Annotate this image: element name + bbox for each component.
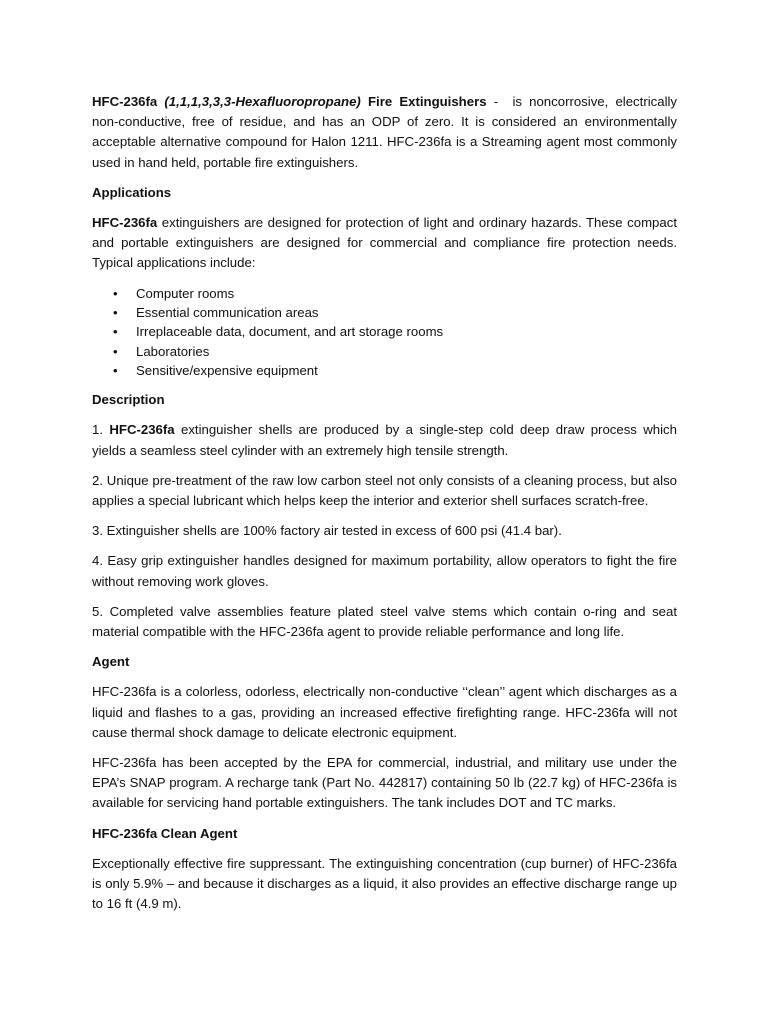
description-item-3: 3. Extinguisher shells are 100% factory air tested in excess of 600 psi (41.4 bar).: [92, 523, 562, 539]
bullet-icon: •: [113, 304, 118, 320]
document-page: [92, 92, 677, 924]
list-item: [92, 361, 677, 380]
list-item-label: Sensitive/expensive equipment: [136, 362, 318, 378]
description-item-5: 5. Completed valve assemblies feature plated steel valve stems which contain o-ring and seat material compatible with the HFC-236fa agent to provide reliable performance and long life.: [92, 603, 677, 639]
applications-text: extinguishers are designed for protection of light and ordinary hazards. These compact and portable extinguishers are designed for commercial and compliance fire protection needs. Typical applications include:: [92, 215, 677, 271]
intro-dash: -: [493, 94, 499, 109]
bullet-icon: •: [113, 324, 118, 340]
agent-paragraph-1: HFC-236fa is a colorless, odorless, electrically non-conductive ‘‘clean’’ agent which discharges as a liquid and flashes to a gas, providing an increased effective firefighting range. HFC-236fa will not cause thermal shock damage to delicate electronic equipment.: [92, 684, 677, 740]
intro-term: HFC-236fa: [92, 94, 158, 109]
intro-text: is noncorrosive, electrically non-conductive, free of residue, and has an ODP of zero. It is considered an environmentally acceptable alternative compound for Halon 1211. HFC-236fa is a Streaming agent most commonly used in hand held, portable fire extinguishers.: [92, 94, 678, 170]
description-item-1-term: HFC-236fa: [109, 422, 175, 438]
intro-compound: (1,1,1,3,3,3-Hexafluoropropane): [164, 94, 361, 109]
list-item-label: Laboratories: [136, 343, 210, 359]
clean-agent-heading: HFC-236fa Clean Agent: [92, 825, 238, 841]
description-item-4: 4. Easy grip extinguisher handles designed for maximum portability, allow operators to fight the fire without removing work gloves.: [92, 553, 677, 589]
list-item-label: Irreplaceable data, document, and art storage rooms: [136, 324, 444, 340]
clean-agent-paragraph: Exceptionally effective fire suppressant. The extinguishing concentration (cup burner) of HFC-236fa is only 5.9% – and because it discharges as a liquid, it also provides an effective discharge range up to 16 ft (4.9 m).: [92, 855, 677, 912]
description-item-2: 2. Unique pre-treatment of the raw low carbon steel not only consists of a cleaning process, but also applies a special lubricant which helps keep the interior and exterior shell surfaces scratch-free.: [92, 472, 677, 508]
list-item: [92, 342, 677, 361]
list-item-label: Essential communication areas: [136, 304, 319, 320]
agent-paragraph-2: HFC-236fa has been accepted by the EPA for commercial, industrial, and military use under the EPA’s SNAP program. A recharge tank (Part No. 442817) containing 50 lb (22.7 kg) of HFC-236fa is available for servicing hand portable extinguishers. The tank includes DOT and TC marks.: [92, 754, 677, 811]
list-item: [92, 303, 677, 322]
applications-list: [92, 284, 677, 380]
description-heading: Description: [92, 392, 165, 408]
description-item-1-text: extinguisher shells are produced by a single-step cold deep draw process which yields a seamless steel cylinder with an extremely high tensile strength.: [92, 422, 677, 458]
applications-heading: Applications: [92, 184, 172, 200]
list-item: [92, 322, 677, 341]
agent-heading: Agent: [92, 654, 130, 670]
bullet-icon: •: [113, 362, 118, 378]
list-item: [92, 284, 677, 303]
applications-paragraph: [92, 213, 677, 274]
list-item-label: Computer rooms: [136, 285, 235, 301]
intro-paragraph: [92, 92, 677, 173]
bullet-icon: •: [113, 343, 118, 359]
applications-term: HFC-236fa: [92, 215, 158, 231]
description-item-1-number: 1.: [92, 422, 103, 438]
bullet-icon: •: [113, 285, 118, 301]
intro-product: Fire Extinguishers: [367, 94, 487, 109]
description-item-1: [92, 420, 677, 460]
